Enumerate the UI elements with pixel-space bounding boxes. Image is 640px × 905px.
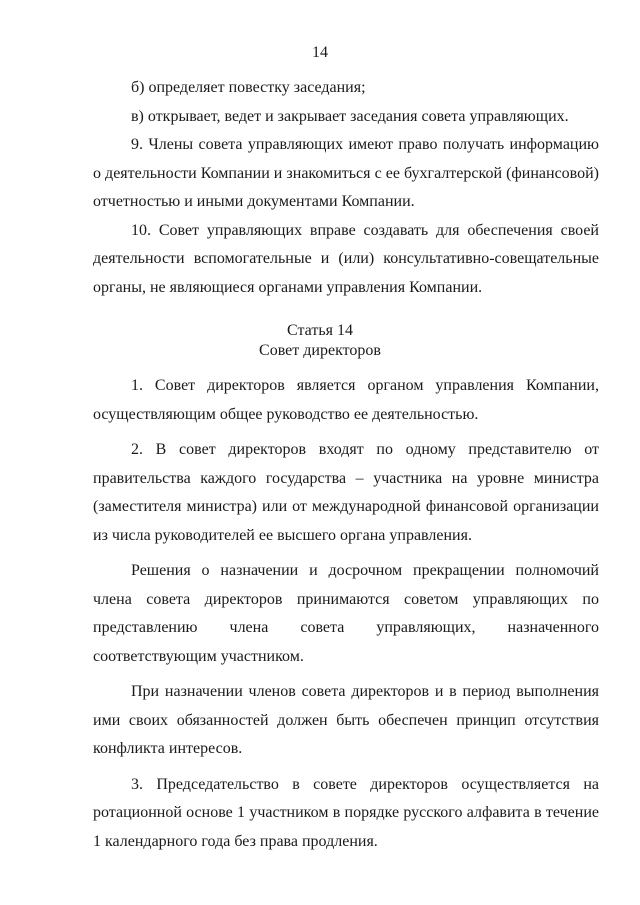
article-heading bbox=[0, 321, 640, 361]
paragraph-item-v: в) открывает, ведет и закрывает заседания совета управляющих. bbox=[131, 107, 569, 125]
section-board-of-directors bbox=[93, 372, 599, 856]
paragraph-clause-1: 1. Совет директоров является органом управления Компании, осуществляющим общее руководство ее деятельностью. bbox=[93, 377, 599, 423]
section-governors-powers bbox=[93, 74, 599, 302]
paragraph-conflict-of-interest: При назначении членов совета директоров и в период выполнения ими своих обязанностей должен быть обеспечен принцип отсутствия конфликта интересов. bbox=[93, 683, 599, 757]
paragraph-clause-3: 3. Председательство в совете директоров осуществляется на ротационной основе 1 участником в порядке русского алфавита в течение 1 календарного года без права продления. bbox=[93, 775, 599, 850]
article-number: Статья 14 bbox=[287, 322, 353, 339]
paragraph-clause-2: 2. В совет директоров входят по одному представителю от правительства каждого государства – участника на уровне министра (заместителя министра) или от международной финансовой организации из числа руководителей ее высшего органа управления. bbox=[93, 441, 599, 544]
article-title: Совет директоров bbox=[259, 342, 381, 359]
paragraph-clause-9: 9. Члены совета управляющих имеют право получать информацию о деятельности Компании и знакомиться с ее бухгалтерской (финансовой) отчетностью и иными документами Компании. bbox=[93, 136, 599, 210]
paragraph-clause-10: 10. Совет управляющих вправе создавать для обеспечения своей деятельности вспомогательные и (или) консультативно-совещательные органы, не являющиеся органами управления Компании. bbox=[93, 221, 599, 296]
paragraph-item-b: б) определяет повестку заседания; bbox=[131, 79, 366, 96]
page-number: 14 bbox=[312, 44, 328, 61]
paragraph-appointment-decisions: Решения о назначении и досрочном прекращении полномочий члена совета директоров принимаются советом управляющих по представлению члена совета управляющих, назначенного соответствующим участником. bbox=[93, 562, 599, 665]
